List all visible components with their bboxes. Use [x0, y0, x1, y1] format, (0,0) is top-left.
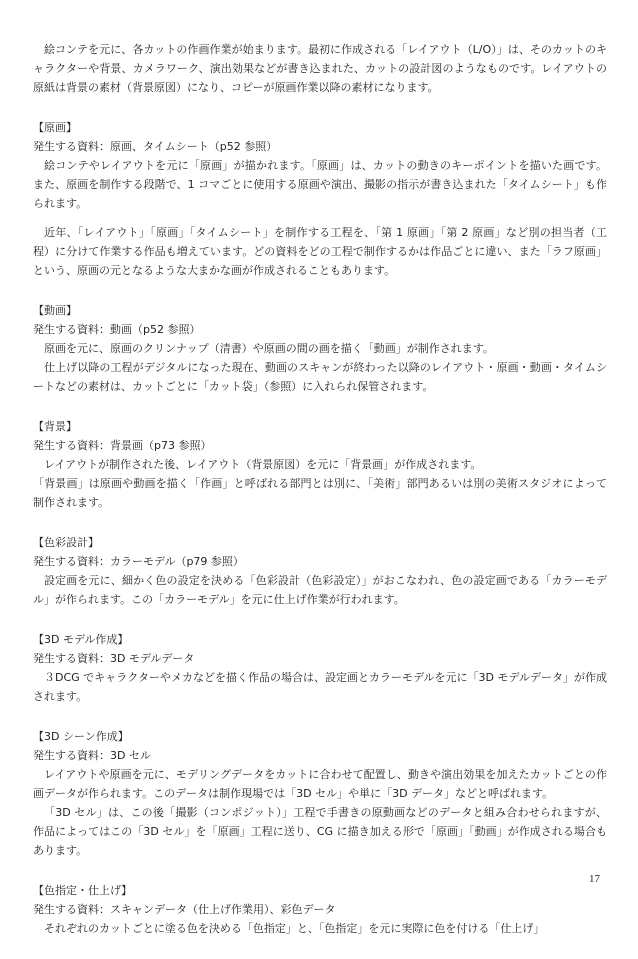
- section-color-design: [33, 533, 607, 609]
- intro-paragraph: 絵コンテを元に、各カットの作画作業が始まります。最初に作成される「レイアウト（L/O）」は、そのカットのキャラクターや背景、カメラワーク、演出効果などが書き込まれた、カットの設計図のようなものです。レイアウトの原紙は背景の素材（背景原図）になり、コピーが原画作業以降の素材になります。: [33, 43, 607, 94]
- section-heading: 【原画】: [33, 121, 77, 134]
- section-background: [33, 417, 607, 512]
- section-paragraph: 近年、「レイアウト」「原画」「タイムシート」を制作する工程を、「第 1 原画」「第 2 原画」など別の担当者（工程）に分けて作業する作品も増えています。どの資料をどの工程で制作するかは作品ごとに違い、また「ラフ原画」という、原画の元となるような大まかな画が作成されることもあります。: [33, 226, 607, 277]
- section-paragraph: 原画を元に、原画のクリンナップ（清書）や原画の間の画を描く「動画」が制作されます。: [44, 342, 494, 355]
- section-douga: [33, 301, 607, 396]
- section-paragraph: レイアウトや原画を元に、モデリングデータをカットに合わせて配置し、動きや演出効果を加えたカットごとの作画データが作られます。このデータは制作現場では「3D セル」や単に「3D データ」などと呼ばれます。: [33, 768, 607, 800]
- section-paragraph: 絵コンテやレイアウトを元に「原画」が描かれます。「原画」は、カットの動きのキーポイントを描いた画です。また、原画を制作する段階で、1 コマごとに使用する原画や演出、撮影の指示が書き込まれた「タイムシート」も作られます。: [33, 159, 607, 210]
- page-number: 17: [589, 873, 600, 885]
- section-color-finishing: [33, 881, 607, 938]
- section-heading: 【色彩設計】: [33, 536, 99, 549]
- section-materials: 発生する資料：原画、タイムシート（p52 参照）: [33, 140, 278, 153]
- section-heading: 【3D モデル作成】: [33, 633, 129, 646]
- section-materials: 発生する資料：カラーモデル（p79 参照）: [33, 555, 244, 568]
- section-paragraph: 設定画を元に、細かく色の設定を決める「色彩設計（色彩設定）」がおこなわれ、色の設定画である「カラーモデル」が作られます。この「カラーモデル」を元に仕上げ作業が行われます。: [33, 574, 607, 606]
- section-materials: 発生する資料：動画（p52 参照）: [33, 323, 201, 336]
- section-paragraph: それぞれのカットごとに塗る色を決める「色指定」と、「色指定」を元に実際に色を付ける「仕上げ」: [44, 922, 545, 935]
- section-paragraph: 「3D セル」は、この後「撮影（コンポジット）」工程で手書きの原動画などのデータと組み合わせられますが、作品によってはこの「3D セル」を「原画」工程に送り、CG に描き加える形で「原画」「動画」が作成される場合もあります。: [33, 806, 607, 857]
- section-genga: [33, 118, 607, 280]
- section-heading: 【色指定・仕上げ】: [33, 884, 132, 897]
- section-materials: 発生する資料：背景画（p73 参照）: [33, 439, 212, 452]
- section-materials: 発生する資料：3D モデルデータ: [33, 652, 195, 665]
- section-3d-scene: [33, 727, 607, 860]
- section-paragraph: 「背景画」は原画や動画を描く「作画」と呼ばれる部門とは別に、「美術」部門あるいは別の美術スタジオによって制作されます。: [33, 477, 607, 509]
- section-paragraph: 仕上げ以降の工程がデジタルになった現在、動画のスキャンが終わった以降のレイアウト・原画・動画・タイムシートなどの素材は、カットごとに「カット袋」（参照）に入れられ保管されます。: [33, 361, 607, 393]
- section-materials: 発生する資料：3D セル: [33, 749, 151, 762]
- section-paragraph: ３DCG でキャラクターやメカなどを描く作品の場合は、設定画とカラーモデルを元に「3D モデルデータ」が作成されます。: [33, 671, 607, 703]
- section-materials: 発生する資料：スキャンデータ（仕上げ作業用）、彩色データ: [33, 903, 336, 916]
- document-page: [33, 40, 607, 959]
- section-heading: 【背景】: [33, 420, 77, 433]
- section-heading: 【動画】: [33, 304, 77, 317]
- section-3d-model: [33, 630, 607, 706]
- section-paragraph: レイアウトが制作された後、レイアウト（背景原図）を元に「背景画」が作成されます。: [44, 458, 482, 471]
- section-heading: 【3D シーン作成】: [33, 730, 129, 743]
